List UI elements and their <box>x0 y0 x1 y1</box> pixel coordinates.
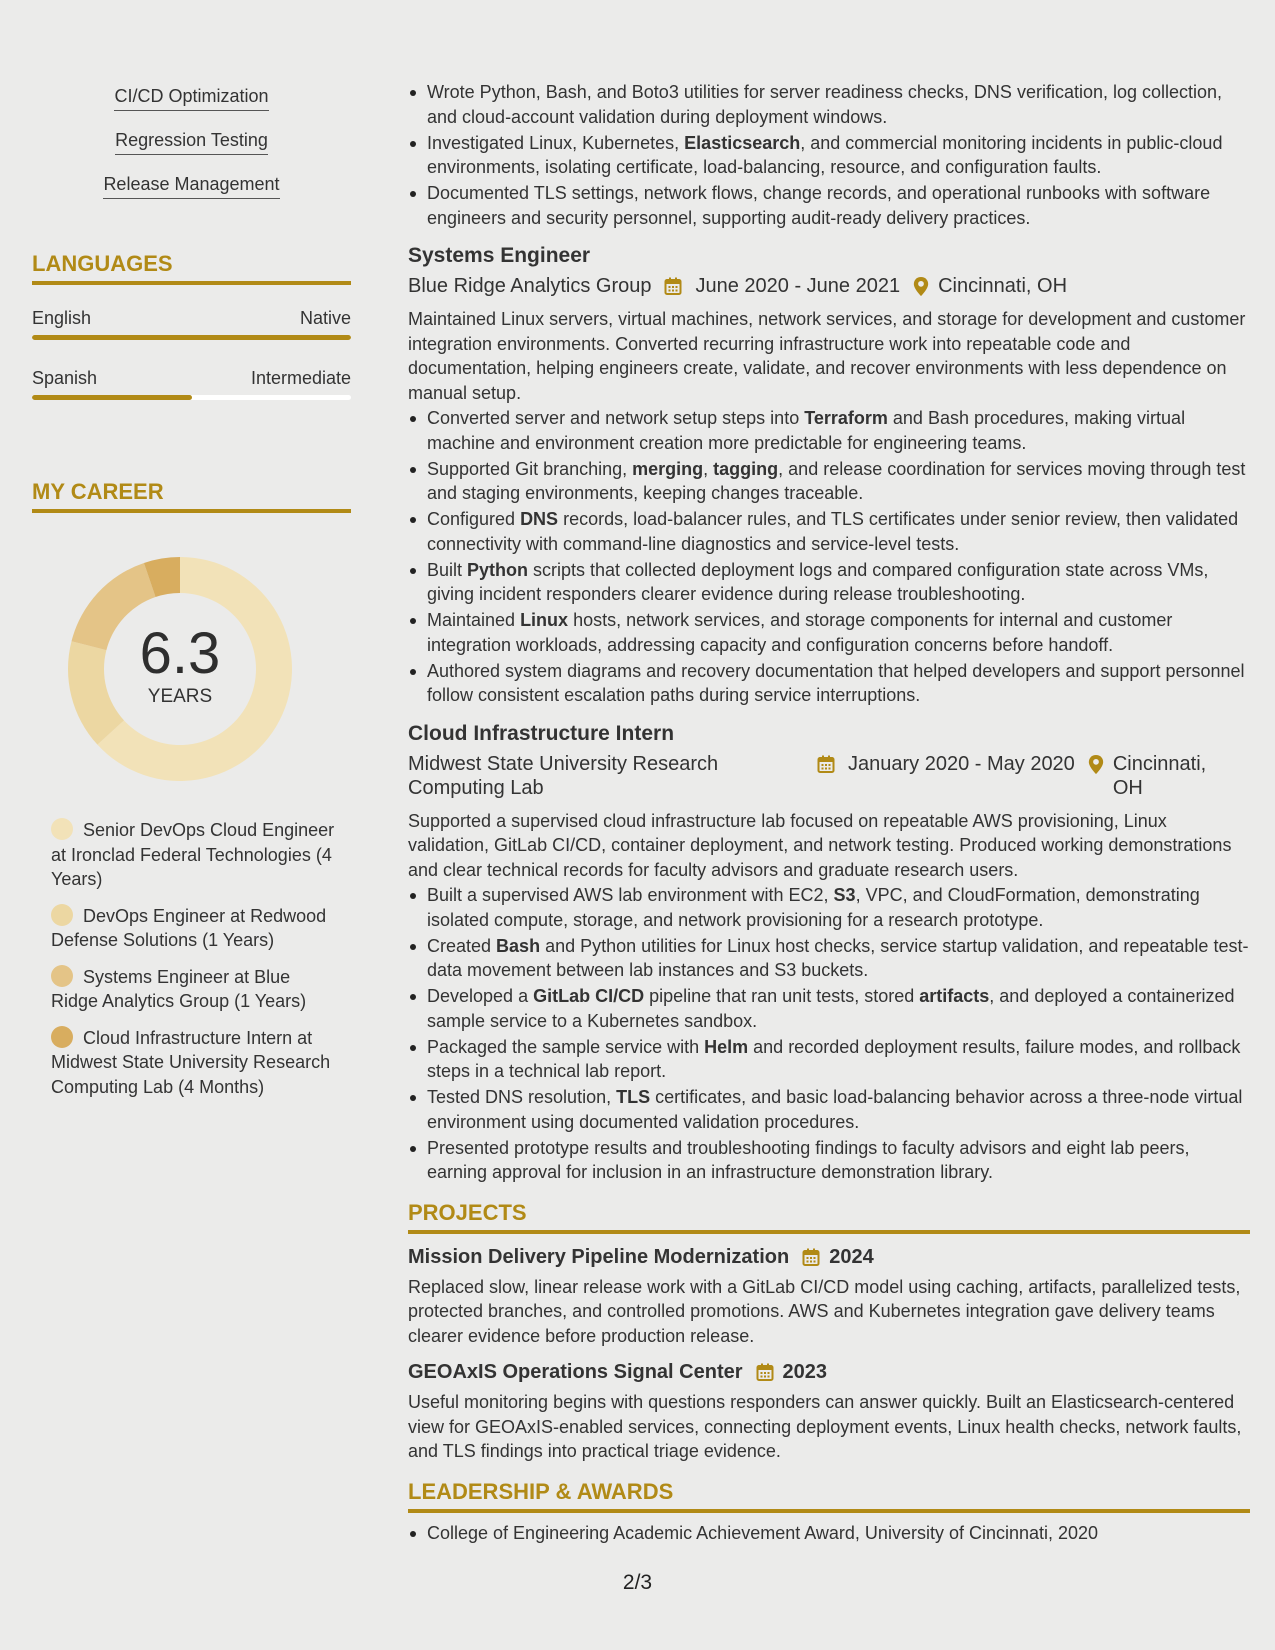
career-legend <box>32 818 351 1099</box>
career-donut-chart <box>67 556 293 782</box>
experience-list <box>408 243 1250 1185</box>
legend-label: DevOps Engineer at Redwood Defense Solutions (1 Years) <box>51 905 327 950</box>
language-bar <box>32 335 351 340</box>
project-entry <box>408 1244 1250 1349</box>
project-header <box>408 1244 1250 1270</box>
legend-item <box>51 1026 341 1100</box>
bullet-text: records, load-balancer rules, and TLS certificates under senior review, then validated connectivity with command-line diagnostics and service-level tests. <box>427 509 1239 554</box>
career-heading: MY CAREER <box>32 478 351 513</box>
project-entry <box>408 1359 1250 1464</box>
project-name: GEOAxIS Operations Signal Center <box>408 1361 743 1383</box>
bullet-text: , <box>703 458 714 479</box>
language-row <box>32 367 351 389</box>
bullet-item <box>408 659 1250 708</box>
legend-swatch <box>51 904 73 926</box>
bold-keyword: Terraform <box>804 408 888 428</box>
career-years-label: YEARS <box>147 686 213 707</box>
bullet-text: Investigated Linux, Kubernetes, <box>427 132 685 153</box>
bold-keyword: merging <box>632 458 704 479</box>
bullet-text: and Bash procedures, making virtual machine and environment creation more predictable for engineering teams. <box>427 408 1186 453</box>
languages-heading: LANGUAGES <box>32 250 351 285</box>
project-description: Replaced slow, linear release work with a GitLab CI/CD model using caching, artifacts, parallelized tests, protected branches, and controlled promotions. AWS and Kubernetes integration gave delivery teams clearer evidence before production release. <box>408 1276 1241 1346</box>
award-item: College of Engineering Academic Achievement Award, University of Cincinnati, 2020 <box>408 1521 1250 1546</box>
language-name: Spanish <box>32 368 98 388</box>
language-bar-fill <box>32 335 351 340</box>
language-name: English <box>32 308 92 328</box>
awards-list <box>408 1521 1250 1546</box>
legend-swatch <box>51 818 73 840</box>
calendar-icon <box>801 1247 821 1267</box>
language-bar <box>32 395 351 400</box>
project-year: 2024 <box>829 1245 874 1268</box>
legend-item <box>51 904 341 953</box>
location-pin-icon <box>1087 754 1105 775</box>
career-total-years: 6.3 <box>139 621 221 686</box>
bullet-item <box>408 883 1250 932</box>
location-pin-icon <box>912 276 930 297</box>
legend-label: Senior DevOps Cloud Engineer at Ironclad Federal Technologies (4 Years) <box>51 820 335 889</box>
bullet-text: scripts that collected deployment logs and compared configuration state across VMs, giving incident responders clearer evidence during release troubleshooting. <box>427 559 1209 604</box>
bullet-text: Packaged the sample service with <box>427 1036 705 1057</box>
legend-swatch <box>51 1026 73 1048</box>
legend-label: Systems Engineer at Blue Ridge Analytics Group (1 Years) <box>51 966 307 1011</box>
bullet-item <box>408 1085 1250 1134</box>
bullet-text: certificates, and basic load-balancing behavior across a three-node virtual environment using documented validation procedures. <box>427 1087 1243 1132</box>
bold-keyword: S3 <box>833 885 856 905</box>
project-description: Useful monitoring begins with questions responders can answer quickly. Built an Elasticsearch-centered view for GEOAxIS-enabled services, connecting deployment events, Linux health checks, network faults, and TLS findings into practical triage evidence. <box>408 1392 1242 1461</box>
bullet-item <box>408 1136 1250 1185</box>
bullet-text: Maintained <box>427 610 521 630</box>
previous-job-bullets <box>408 80 1250 230</box>
job-location <box>912 274 1067 298</box>
job-title: Cloud Infrastructure Intern <box>408 721 675 745</box>
bullet-text: Authored system diagrams and recovery documentation that helped developers and support personnel follow consistent escalation paths during service interruptions. <box>427 660 1245 705</box>
projects-list <box>408 1244 1250 1464</box>
bullet-text: Developed a <box>427 986 534 1006</box>
legend-item <box>51 965 341 1014</box>
bullet-text: and recorded deployment results, failure modes, and rollback steps in a technical lab report. <box>427 1036 1241 1081</box>
calendar-icon <box>663 276 683 296</box>
skill-tag: Regression Testing <box>115 128 268 155</box>
job-meta <box>408 752 1250 800</box>
bold-keyword: tagging <box>713 458 779 479</box>
job-location <box>1087 752 1235 800</box>
bullet-item <box>408 934 1250 983</box>
left-column <box>32 84 351 1111</box>
bold-keyword: Bash <box>496 935 541 956</box>
page-number: 2/3 <box>622 1571 653 1594</box>
bullet-text: , VPC, and CloudFormation, demonstrating isolated compute, storage, and network provisioning for a research prototype. <box>427 885 1200 930</box>
job-dates-text: June 2020 - June 2021 <box>695 275 901 297</box>
legend-item <box>51 818 341 892</box>
bold-keyword: Helm <box>704 1036 749 1057</box>
bullet-item <box>408 558 1250 607</box>
job-location-text: Cincinnati, OH <box>938 275 1068 297</box>
calendar-icon <box>755 1362 775 1382</box>
bold-keyword: GitLab CI/CD <box>533 986 645 1006</box>
language-bar-fill <box>32 395 192 400</box>
bullet-item <box>408 1035 1250 1084</box>
job-bullets <box>408 406 1250 708</box>
awards-heading: LEADERSHIP & AWARDS <box>408 1478 1250 1513</box>
skills-list <box>32 84 351 216</box>
job-entry <box>408 243 1250 708</box>
job-location-text: Cincinnati, OH <box>1112 752 1207 799</box>
bullet-text: Configured <box>427 509 521 529</box>
job-bullets <box>408 883 1250 1185</box>
bullet-text: Built <box>427 559 468 580</box>
bullet-text: , and release coordination for services moving through test and staging environments, keeping changes traceable. <box>427 458 1246 503</box>
bullet-text: Created <box>427 935 497 956</box>
bold-keyword: TLS <box>616 1087 651 1107</box>
right-column <box>408 80 1250 1547</box>
bullet-text: pipeline that ran unit tests, stored <box>644 986 920 1006</box>
legend-label: Cloud Infrastructure Intern at Midwest State University Research Computing Lab (4 Months) <box>51 1027 331 1097</box>
bullet-text: Presented prototype results and troubleshooting findings to faculty advisors and eight lab peers, earning approval for inclusion in an infrastructure demonstration library. <box>427 1137 1190 1182</box>
project-year: 2023 <box>782 1361 828 1383</box>
job-dates <box>816 752 1075 776</box>
bullet-item <box>408 457 1250 506</box>
language-level: Native <box>299 308 351 328</box>
bullet-item <box>408 406 1250 455</box>
bullet-text: and Python utilities for Linux host checks, service startup validation, and repeatable test-data movement between lab instances and S3 buckets. <box>427 935 1249 980</box>
bullet-text: Converted server and network setup steps into <box>427 408 805 428</box>
bullet-item <box>408 608 1250 657</box>
project-header <box>408 1359 1250 1385</box>
calendar-icon <box>816 754 836 774</box>
skill-tag: Release Management <box>103 172 279 199</box>
job-description: Supported a supervised cloud infrastructure lab focused on repeatable AWS provisioning, Linux validation, GitLab CI/CD, container deployment, and network testing. Produced working demonstrations and clear technical records for faculty advisors and graduate research users. <box>408 810 1232 880</box>
job-entry <box>408 721 1250 1185</box>
legend-swatch <box>51 965 73 987</box>
language-level: Intermediate <box>250 368 351 388</box>
skill-tag: CI/CD Optimization <box>114 84 268 111</box>
bold-keyword: artifacts <box>919 986 990 1006</box>
bold-keyword: Linux <box>520 610 569 630</box>
bullet-item <box>408 984 1250 1033</box>
bullet-text: Tested DNS resolution, <box>427 1087 617 1107</box>
job-description: Maintained Linux servers, virtual machines, network services, and storage for development and customer integration environments. Converted recurring infrastructure work into repeatable code and documentation, helping engineers create, validate, and recover environments with less dependence on manual setup. <box>408 309 1246 403</box>
bullet-text: , and deployed a containerized sample service to a Kubernetes sandbox. <box>427 986 1235 1031</box>
project-name: Mission Delivery Pipeline Modernization <box>408 1245 790 1268</box>
job-meta <box>408 274 1250 298</box>
job-dates-text: January 2020 - May 2020 <box>848 752 1075 775</box>
job-dates <box>663 274 900 298</box>
job-title: Systems Engineer <box>408 244 591 267</box>
bullet-item <box>408 181 1250 230</box>
bullet-text: Documented TLS settings, network flows, change records, and operational runbooks with software engineers and security personnel, supporting audit-ready delivery practices. <box>427 183 1211 228</box>
bold-keyword: Elasticsearch <box>684 132 801 153</box>
bullet-text: Supported Git branching, <box>427 458 633 479</box>
projects-heading: PROJECTS <box>408 1199 1250 1234</box>
bold-keyword: Python <box>467 559 529 580</box>
company-name: Blue Ridge Analytics Group <box>408 275 652 297</box>
company-name: Midwest State University Research Computing Lab <box>408 752 719 799</box>
bullet-text: hosts, network services, and storage components for internal and customer integration workloads, addressing capacity and configuration concerns before handoff. <box>427 610 1173 655</box>
bullet-item <box>408 131 1250 180</box>
bullet-item <box>408 507 1250 556</box>
language-row <box>32 307 351 329</box>
bullet-item <box>408 80 1250 129</box>
bullet-text: , and commercial monitoring incidents in public-cloud environments, isolating certificate, load-balancing, resource, and configuration faults. <box>427 132 1223 177</box>
bold-keyword: DNS <box>520 509 559 529</box>
bullet-text: Built a supervised AWS lab environment with EC2, <box>427 885 834 905</box>
bullet-text: Wrote Python, Bash, and Boto3 utilities for server readiness checks, DNS verification, log collection, and cloud-account validation during deployment windows. <box>427 82 1223 127</box>
